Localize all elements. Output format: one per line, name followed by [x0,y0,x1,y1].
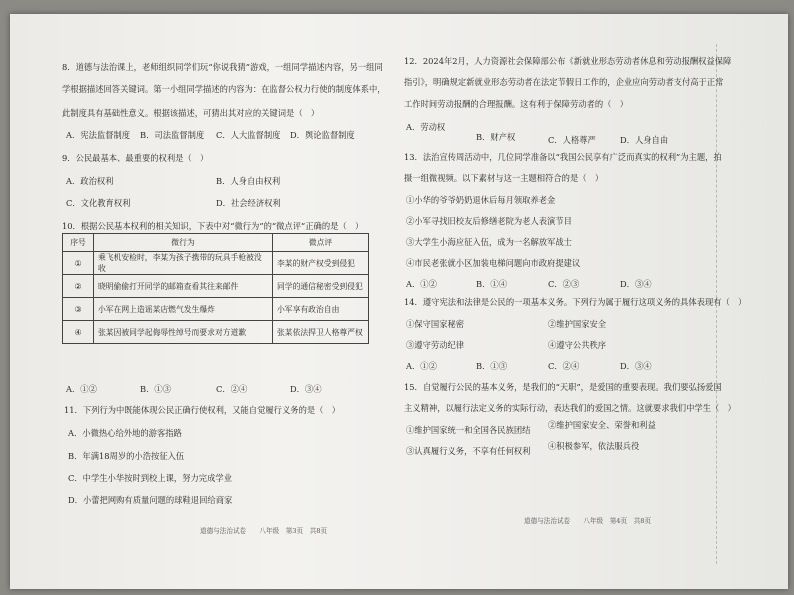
row-comment: 张某依法捍卫人格尊严权 [273,321,369,344]
q9-stem: 9．公民最基本、最重要的权利是（ ） [62,153,209,163]
q10-table [62,233,369,344]
row-comment: 小军享有政治自由 [273,298,369,321]
q13-item-2: ②小军寻找旧校友后修缮老院为老人表演节目 [406,216,572,226]
left-footer: 道德与法治试卷 八年级 第3页 共8页 [200,527,328,535]
q11-option-a: A．小微热心给外地的游客指路 [68,428,182,438]
q14-item-2: ②维护国家安全 [548,319,607,329]
q8-option-c: C．人大监督制度 [216,130,281,140]
q12-stem-line1: 12．2024年2月，人力资源社会保障部公布《新就业形态劳动者休息和劳动报酬权益保障 [404,56,732,66]
q10-option-c: C．②④ [216,384,248,394]
q13-item-3: ③大学生小海应征入伍，成为一名解放军战士 [406,237,572,247]
table-row [63,275,369,298]
q10-stem: 10．根据公民基本权利的相关知识，下表中对“微行为”的“微点评”正确的是（ ） [62,221,364,231]
q9-option-c: C．文化教育权利 [66,198,131,208]
row-act: 小军在网上造谣某店燃气发生爆炸 [94,298,273,321]
q11-option-c: C．中学生小华按时到校上课，努力完成学业 [68,473,232,483]
q11-option-b: B．年满18周岁的小浩按征入伍 [68,451,185,461]
q14-option-d: D．③④ [620,361,652,371]
q13-item-4: ④市民老张就小区加装电梯问题向市政府提建议 [406,258,581,268]
q8-option-b: B．司法监督制度 [140,130,205,140]
q14-item-1: ①保守国家秘密 [406,319,465,329]
q14-option-c: C．②④ [548,361,580,371]
row-no: ③ [63,298,94,321]
table-row [63,321,369,344]
q10-option-b: B．①③ [140,384,171,394]
q9-option-b: B．人身自由权利 [216,176,281,186]
right-footer: 道德与法治试卷 八年级 第4页 共8页 [524,517,652,525]
table-header-act: 微行为 [94,234,273,252]
row-comment: 李某的财产权受到侵犯 [273,252,369,275]
q12-option-c: C．人格尊严 [548,135,596,145]
row-comment: 同学的通信秘密受到侵犯 [273,275,369,298]
table-row [63,252,369,275]
row-no: ② [63,275,94,298]
table-row [63,298,369,321]
table-header-row [63,234,369,252]
q14-item-4: ④遵守公共秩序 [548,340,607,350]
q9-option-a: A．政治权利 [66,176,114,186]
q13-option-b: B．①④ [476,279,507,289]
q12-option-a: A．劳动权 [406,122,446,132]
q13-option-d: D．③④ [620,279,652,289]
q15-item-1: ①维护国家统一和全国各民族团结 [406,425,531,435]
q10-option-a: A．①② [66,384,97,394]
q8-stem-line2: 学根据描述回答关键词。第一小组同学描述的内容为：在监督公权力行使的制度体系中， [62,84,386,94]
row-no: ④ [63,321,94,344]
q15-item-2: ②维护国家安全、荣誉和利益 [548,420,656,430]
q12-option-b: B．财产权 [476,132,516,142]
q13-option-c: C．②③ [548,279,580,289]
q10-option-d: D．③④ [290,384,322,394]
q8-option-a: A．宪法监督制度 [66,130,131,140]
q8-option-d: D．舆论监督制度 [290,130,355,140]
row-no: ① [63,252,94,275]
q15-stem-line1: 15．自觉履行公民的基本义务，是我们的“天职”，是爱国的重要表现。我们要弘扬爱国 [404,382,722,392]
q8-stem-line1: 8．道德与法治课上，老师组织同学们玩“你说我猜”游戏，一组同学描述内容，另一组同 [62,62,383,72]
q14-option-a: A．①② [406,361,437,371]
q12-stem-line3: 工作时间劳动报酬的合理报酬。这有利于保障劳动者的（ ） [404,99,629,109]
q15-item-3: ③认真履行义务，不享有任何权利 [406,446,531,456]
table-header-comment: 微点评 [273,234,369,252]
q12-option-d: D．人身自由 [620,135,669,145]
row-act: 张某因被同学起侮辱性绰号而要求对方道歉 [94,321,273,344]
q9-option-d: D．社会经济权利 [216,198,281,208]
q14-item-3: ③遵守劳动纪律 [406,340,465,350]
q15-item-4: ④积极参军，依法服兵役 [548,441,640,451]
q11-stem: 11．下列行为中既能体现公民正确行使权利，又能自觉履行义务的是（ ） [64,405,341,415]
row-act: 晓明偷偷打开同学的邮箱查看其往来邮件 [94,275,273,298]
q13-option-a: A．①② [406,279,437,289]
q14-stem: 14．遵守宪法和法律是公民的一项基本义务。下列行为属于履行这项义务的具体表现有（ ） [404,297,747,307]
q8-stem-line3: 此制度具有基础性意义。根据该描述，可猜出其对应的关键词是（ ） [62,108,320,118]
q13-item-1: ①小华的爷爷奶奶退休后每月领取养老金 [406,195,556,205]
q14-option-b: B．①③ [476,361,507,371]
q15-stem-line2: 主义精神，以履行法定义务的实际行动，表达我们的爱国之情。这就要求我们中学生（ ） [404,403,736,413]
q12-stem-line2: 指引》，明确规定新就业形态劳动者在法定节假日工作的，企业应向劳动者支付高于正常 [404,77,724,87]
table-header-no: 序号 [63,234,94,252]
row-act: 乘飞机安检时，李某为孩子携带的玩具手枪被没收 [94,252,273,275]
q13-stem-line2: 摄一组微视频。以下素材与这一主题相符合的是（ ） [404,173,604,183]
q13-stem-line1: 13．法治宣传周活动中，几位同学准备以“我国公民享有广泛而真实的权利”为主题，拍 [404,152,722,162]
q11-option-d: D．小蕾把网购有质量问题的球鞋退回给商家 [68,495,233,505]
